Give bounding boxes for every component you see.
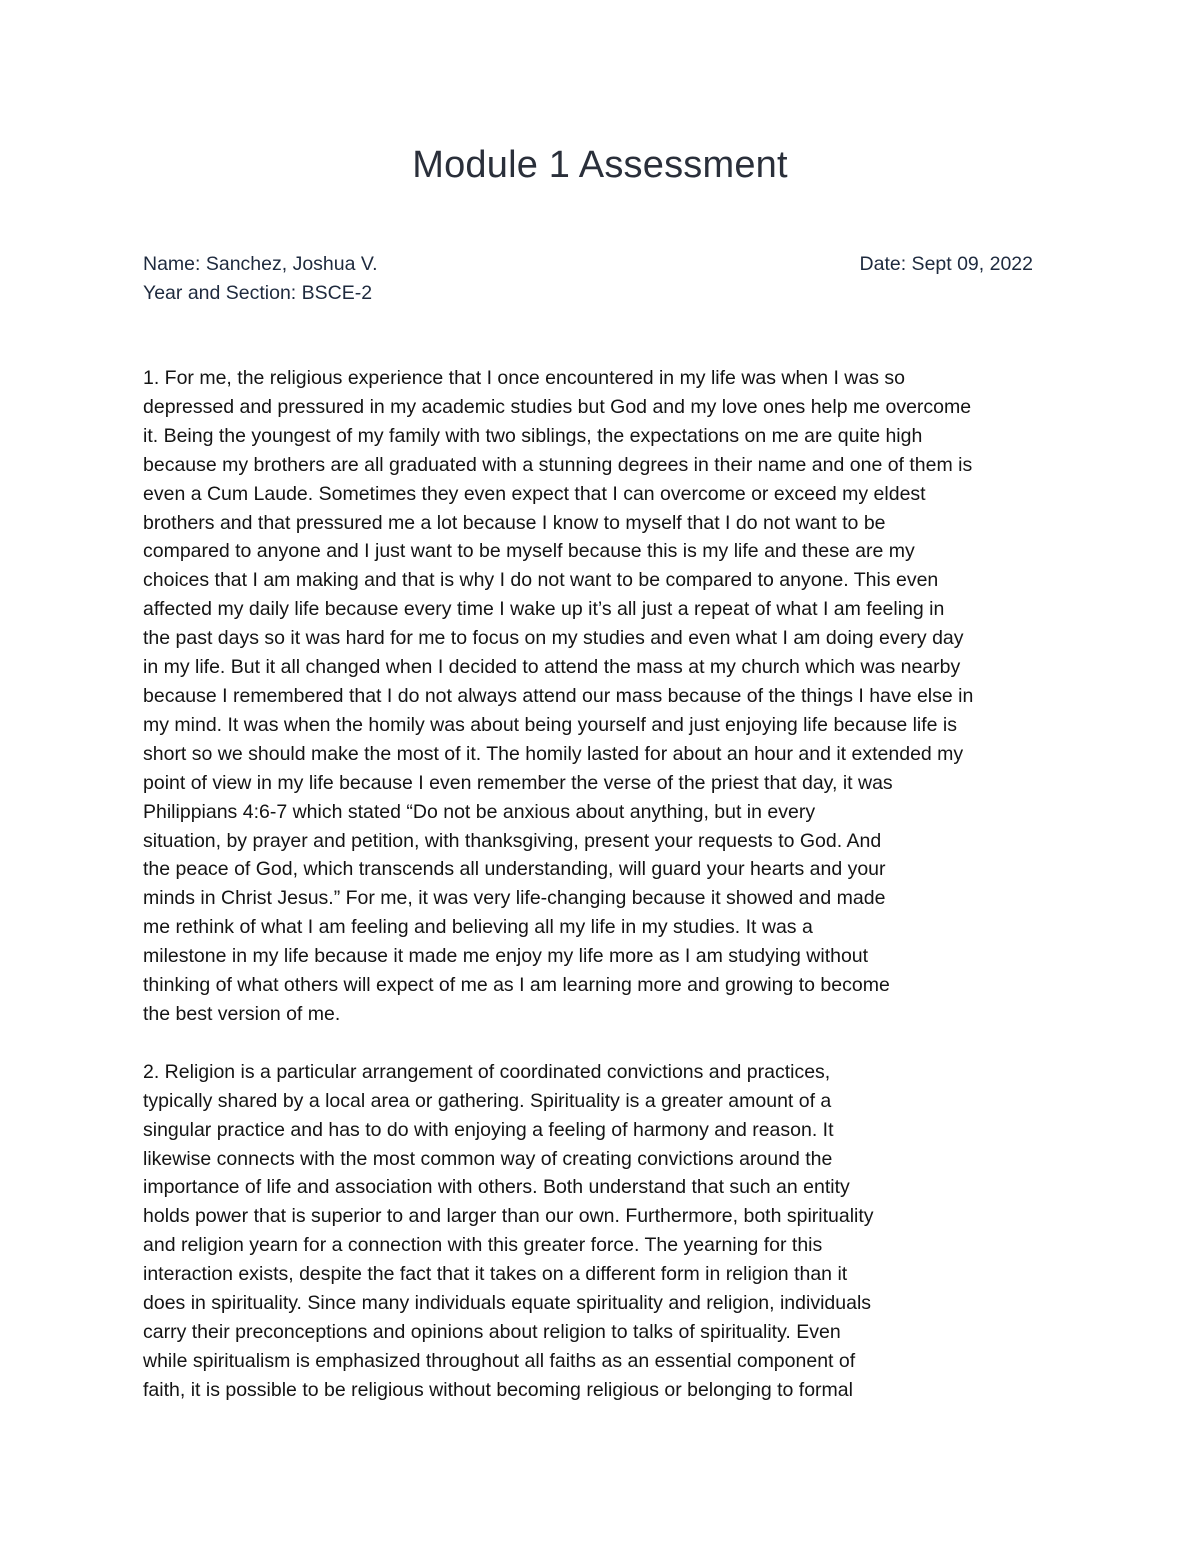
student-name: Name: Sanchez, Joshua V. [143,253,378,275]
answer-paragraph-2: 2. Religion is a particular arrangement of coordinated convictions and practices, typically shared by a local area or gathering. Spirituality is a greater amount of a singular practice and has to do with enjoying a feeling of harmony and reason. It likewise connects with the most common way of creating convictions around the importance of life and association with others. Both understand that such an entity holds power that is superior to and larger than our own. Furthermore, both spirituality and religion yearn for a connection with this greater force. The yearning for this interaction exists, despite the fact that it takes on a different form in religion than it does in spirituality. Since many individuals equate spirituality and religion, individuals carry their preconceptions and opinions about religion to talks of spirituality. Even while spiritualism is emphasized throughout all faiths as an essential component of faith, it is possible to be religious without becoming religious or belonging to formal [143,1060,874,1401]
assessment-date: Date: Sept 09, 2022 [859,253,1033,275]
page-title: Module 1 Assessment [412,144,788,186]
student-info [143,250,1033,308]
year-section: Year and Section: BSCE-2 [143,282,373,304]
name-date-row [143,250,1033,279]
answer-paragraph-1: 1. For me, the religious experience that I once encountered in my life was when I was so depressed and pressured in my academic studies but God and my love ones help me overcome it. Being the youngest of my family with two siblings, the expectations on me are quite high because my brothers are all graduated with a stunning degrees in their name and one of them is even a Cum Laude. Sometimes they even expect that I can overcome or exceed my eldest brothers and that pressured me a lot because I know to myself that I do not want to be compared to anyone and I just want to be myself because this is my life and these are my choices that I am making and that is why I do not want to be compared to anyone. This even affected my daily life because every time I wake up it’s all just a repeat of what I am feeling in the past days so it was hard for me to focus on my studies and even what I am doing every day in my life. But it all changed when I decided to attend the mass at my church which was nearby because I remembered that I do not always attend our mass because of the things I have else in my mind. It was when the homily was about being yourself and just enjoying life because life is short so we should make the most of it. The homily lasted for about an hour and it extended my point of view in my life because I even remember the verse of the priest that day, it was Philippians 4:6-7 which stated “Do not be anxious about anything, but in every situation, by prayer and petition, with thanksgiving, present your requests to God. And the peace of God, which transcends all understanding, will guard your hearts and your minds in Christ Jesus.” For me, it was very life-changing because it showed and made me rethink of what I am feeling and believing all my life in my studies. It was a milestone in my life because it made me enjoy my life more as I am studying without thinking of what others will expect of me as I am learning more and growing to become the best version of me. [143,367,974,1025]
document-body [143,364,1063,1434]
